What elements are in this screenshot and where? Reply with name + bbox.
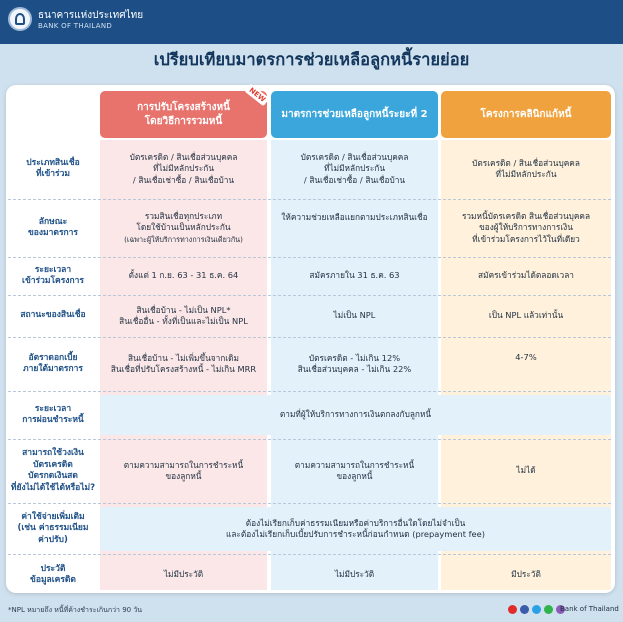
table-cell: บัตรเครดิต / สินเชื่อส่วนบุคคล ที่ไม่มีหลักประกัน bbox=[472, 157, 580, 179]
youtube-icon[interactable] bbox=[508, 605, 517, 614]
table-cell: สินเชื่อบ้าน - ไม่เพิ่มขึ้นจากเดิม สินเชื่อที่ปรับโครงสร้างหนี้ - ไม่เกิน MRR bbox=[110, 352, 257, 374]
new-badge: NEW bbox=[245, 84, 270, 107]
row-divider bbox=[8, 554, 611, 555]
row-label-interest-rate: อัตราดอกเบี้ย ภายใต้มาตรการ bbox=[23, 352, 83, 374]
row-label-credit-history: ประวัติ ข้อมูลเครดิต bbox=[30, 563, 76, 585]
row-label-characteristics: ลักษณะ ของมาตรการ bbox=[27, 216, 78, 238]
column-header-debt-clinic: โครงการคลินิกแก้หนี้ bbox=[441, 91, 611, 138]
page-title: เปรียบเทียบมาตรการช่วยเหลือลูกหนี้รายย่อย bbox=[153, 50, 470, 69]
row-label-repayment-period: ระยะเวลา การผ่อนชำระหนี้ bbox=[22, 403, 84, 425]
table-cell: ไม่เป็น NPL bbox=[333, 310, 376, 321]
table-cell: บัตรเครดิต / สินเชื่อส่วนบุคคล ที่ไม่มีหลักประกัน / สินเชื่อเช่าซื้อ / สินเชื่อบ้าน bbox=[300, 151, 409, 185]
table-cell: เป็น NPL แล้วเท่านั้น bbox=[488, 310, 564, 321]
table-cell: มีประวัติ bbox=[511, 569, 541, 580]
table-cell: บัตรเครดิต - ไม่เกิน 12% สินเชื่อส่วนบุคคล - ไม่เกิน 22% bbox=[297, 352, 412, 374]
org-name-thai: ธนาคารแห่งประเทศไทย bbox=[38, 10, 144, 21]
row-label-loan-types: ประเภทสินเชื่อ ที่เข้าร่วม bbox=[26, 157, 80, 179]
column-header-debt-consolidation: การปรับโครงสร้างหนี้ โดยวิธีการรวมหนี้ bbox=[100, 91, 267, 138]
table-cell: ตั้งแต่ 1 ก.ย. 63 - 31 ธ.ค. 64 bbox=[128, 270, 239, 281]
table-cell: สมัครเข้าร่วมได้ตลอดเวลา bbox=[478, 270, 574, 281]
footer-credit: Bank of Thailand bbox=[560, 605, 619, 613]
table-cell-span: ตามที่ผู้ให้บริการทางการเงินตกลงกับลูกหนี้ bbox=[100, 395, 611, 435]
row-divider bbox=[8, 391, 611, 392]
row-label-enrollment-period: ระยะเวลา เข้าร่วมโครงการ bbox=[22, 264, 84, 286]
bank-logo-icon bbox=[8, 7, 32, 31]
facebook-icon[interactable] bbox=[520, 605, 529, 614]
row-label-loan-status: สถานะของสินเชื่อ bbox=[20, 310, 86, 321]
table-cell: ไม่ได้ bbox=[516, 465, 536, 476]
row-divider bbox=[8, 503, 611, 504]
table-cell: ไม่มีประวัติ bbox=[334, 569, 375, 580]
twitter-icon[interactable] bbox=[532, 605, 541, 614]
row-label-credit-line-usage: สามารถใช้วงเงิน บัตรเครดิต บัตรกดเงินสด ที่ยังไม่ได้ใช้ได้หรือไม่? bbox=[10, 448, 96, 493]
table-cell: สินเชื่อบ้าน - ไม่เป็น NPL* สินเชื่ออื่น - ทั้งที่เป็นและไม่เป็น NPL bbox=[119, 304, 248, 326]
org-name-english: BANK OF THAILAND bbox=[38, 22, 113, 30]
footnote: *NPL หมายถึง หนี้ที่ค้างชำระเกินกว่า 90 วัน bbox=[8, 606, 143, 614]
line-icon[interactable] bbox=[544, 605, 553, 614]
table-cell: ไม่มีประวัติ bbox=[163, 569, 204, 580]
table-cell: บัตรเครดิต / สินเชื่อส่วนบุคคล ที่ไม่มีหลักประกัน / สินเชื่อเช่าซื้อ / สินเชื่อบ้าน bbox=[129, 151, 238, 185]
table-cell: ตามความสามารถในการชำระหนี้ ของลูกหนี้ bbox=[123, 459, 244, 481]
social-icons bbox=[508, 605, 565, 614]
table-cell: ตามความสามารถในการชำระหนี้ ของลูกหนี้ bbox=[294, 459, 415, 481]
table-cell: ให้ความช่วยเหลือแยกตามประเภทสินเชื่อ bbox=[281, 212, 428, 223]
table-cell-span: ต้องไม่เรียกเก็บค่าธรรมเนียมหรือค่าบริการอื่นใดโดยไม่จำเป็น และต้องไม่เรียกเก็บเบี้ยปรับการชำระหนี้ก่อนกำหนด (prepayment fee) bbox=[100, 507, 611, 551]
table-cell: สมัครภายใน 31 ธ.ค. 63 bbox=[309, 270, 400, 281]
table-cell: 4-7% bbox=[515, 352, 537, 363]
table-cell: รวมหนี้บัตรเครดิต สินเชื่อส่วนบุคคล ของผู้ให้บริการทางการเงิน ที่เข้าร่วมโครงการไว้ในที่เดียว bbox=[461, 210, 591, 244]
table-cell: รวมสินเชื่อทุกประเภท โดยใช้บ้านเป็นหลักประกัน (เฉพาะผู้ให้บริการทางการเงินเดียวกัน) bbox=[124, 210, 243, 244]
row-label-extra-fees: ค่าใช้จ่ายเพิ่มเติม (เช่น ค่าธรรมเนียม ค่าปรับ) bbox=[17, 511, 89, 545]
column-header-phase-2-relief: มาตรการช่วยเหลือลูกหนี้ระยะที่ 2 bbox=[271, 91, 438, 138]
